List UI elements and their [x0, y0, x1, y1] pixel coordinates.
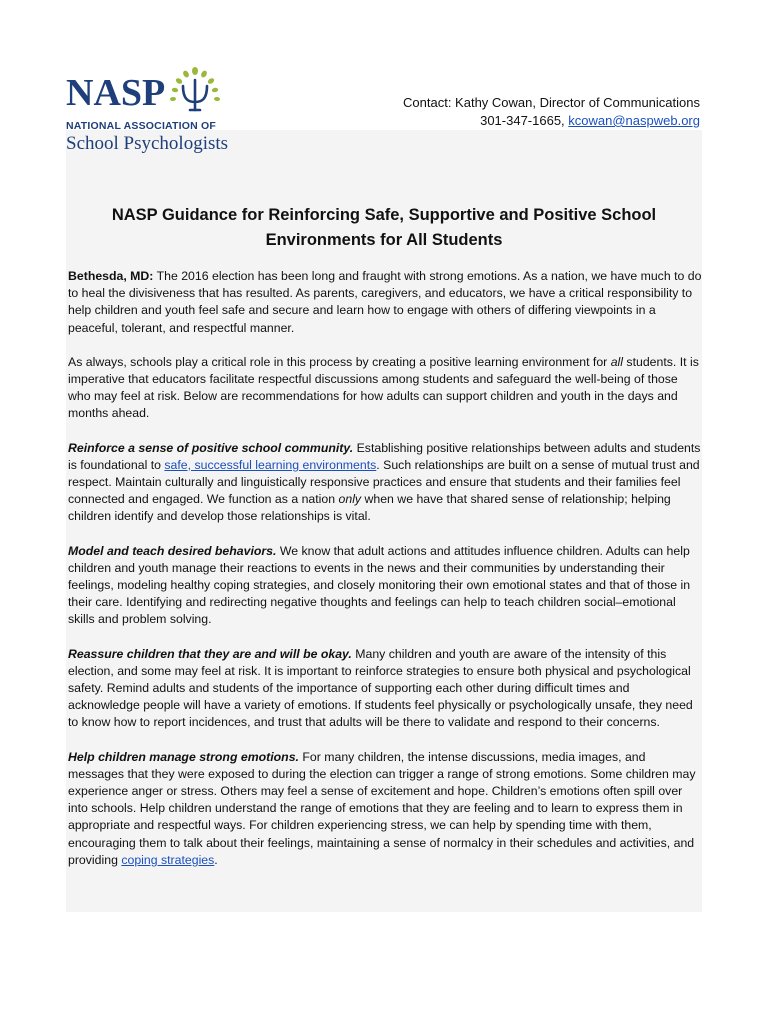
paragraph-lead: Bethesda, MD: — [68, 269, 154, 283]
paragraph-lead: Help children manage strong emotions. — [68, 749, 299, 764]
paragraph-intro — [68, 268, 702, 337]
emphasis-only: only — [338, 492, 362, 507]
paragraph-text: We know that adult actions and attitudes influence children. Adults can help children and youth manage their reactions to events in the news and their communities by understanding their feelings, modeling healthy coping strategies, and closely monitoring their own emotional states and that of those in their care. Identifying and redirecting negative thoughts and feelings can help to teach children social–emotional skills and problem solving. — [68, 543, 691, 627]
logo-wordmark: NASP — [66, 72, 166, 114]
paragraph-text: As always, schools play a critical role in this process by creating a positive learning environment for — [68, 354, 611, 369]
paragraph-reassure — [68, 646, 702, 732]
paragraph-text: For many children, the intense discussions, media images, and messages that they were exposed to during the election can trigger a range of strong emotions. Some children may experience anger or stress. Others may feel a sense of excitement and hope. Children’s emotions often spill over into schools. Help children understand the range of emotions that they are feeling and to learn to express them in appropriate and respectful ways. For children experiencing stress, we can help by spending time with them, encouraging them to talk about their feelings, maintaining a sense of normalcy in their schedules and activities, and providing — [68, 749, 696, 867]
contact-email-link[interactable]: kcowan@naspweb.org — [568, 113, 700, 128]
paragraph-lead: Reinforce a sense of positive school community. — [68, 440, 354, 455]
psi-tree-icon — [167, 66, 223, 112]
paragraph-text: . — [214, 852, 218, 867]
contact-name: Contact: Kathy Cowan, Director of Communications — [403, 95, 700, 110]
paragraph-lead: Model and teach desired behaviors. — [68, 543, 277, 558]
emphasis-all: all — [610, 354, 623, 369]
paragraph-text: when we have that shared sense of relationship; helping children identify and develop those relationships is vital. — [68, 492, 671, 524]
contact-block — [403, 94, 700, 130]
paragraph-text: Many children and youth are aware of the intensity of this election, and some may feel at risk. It is important to reinforce strategies to ensure both physical and psychological safety. Remind adults and students of the importance of supporting each other during difficult times and acknowledge people will have a variety of emotions. If students feel physically or psychologically unsafe, they need to know how to report incidences, and trust that adults will be there to validate and respond to their concerns. — [68, 646, 693, 730]
logo-org-line1: NATIONAL ASSOCIATION OF — [66, 120, 217, 132]
paragraph-lead: Reassure children that they are and will be okay. — [68, 646, 352, 661]
logo-org-line2: School Psychologists — [66, 133, 229, 154]
paragraph-schools-role — [68, 354, 702, 423]
title-line1: NASP Guidance for Reinforcing Safe, Supportive and Positive School — [111, 206, 657, 224]
contact-phone-email — [403, 112, 700, 130]
title-line2: Environments for All Students — [265, 231, 503, 249]
paragraph-text: . Such relationships are built on a sense of mutual trust and respect. Maintain culturally and linguistically responsive practices and ensure that students and their families feel connected and engaged. We function as a nation — [68, 457, 700, 507]
link-safe-learning-environments[interactable]: safe, successful learning environments — [164, 457, 377, 472]
paragraph-text: Establishing positive relationships between adults and students is foundational to — [68, 440, 701, 472]
document-body — [68, 268, 702, 886]
link-coping-strategies[interactable]: coping strategies — [121, 852, 215, 867]
paragraph-text: students. It is imperative that educators facilitate respectful discussions among students and safeguard the well-being of those who may feel at risk. Below are recommendations for how adults can support children and youth in the days and months ahead. — [68, 354, 699, 421]
paragraph-text: The 2016 election has been long and fraught with strong emotions. As a nation, we have much to do to heal the divisiveness that has resulted. As parents, caregivers, and educators, we have a critical responsibility to help children and youth feel safe and secure and learn how to engage with others of differing viewpoints in a peaceful, tolerant, and respectful manner. — [68, 269, 702, 335]
page-title — [66, 203, 702, 253]
contact-phone: 301-347-1665, — [480, 113, 569, 128]
paragraph-model-behaviors — [68, 543, 702, 629]
paragraph-strong-emotions — [68, 749, 702, 869]
paragraph-school-community — [68, 440, 702, 526]
nasp-logo — [66, 66, 236, 176]
